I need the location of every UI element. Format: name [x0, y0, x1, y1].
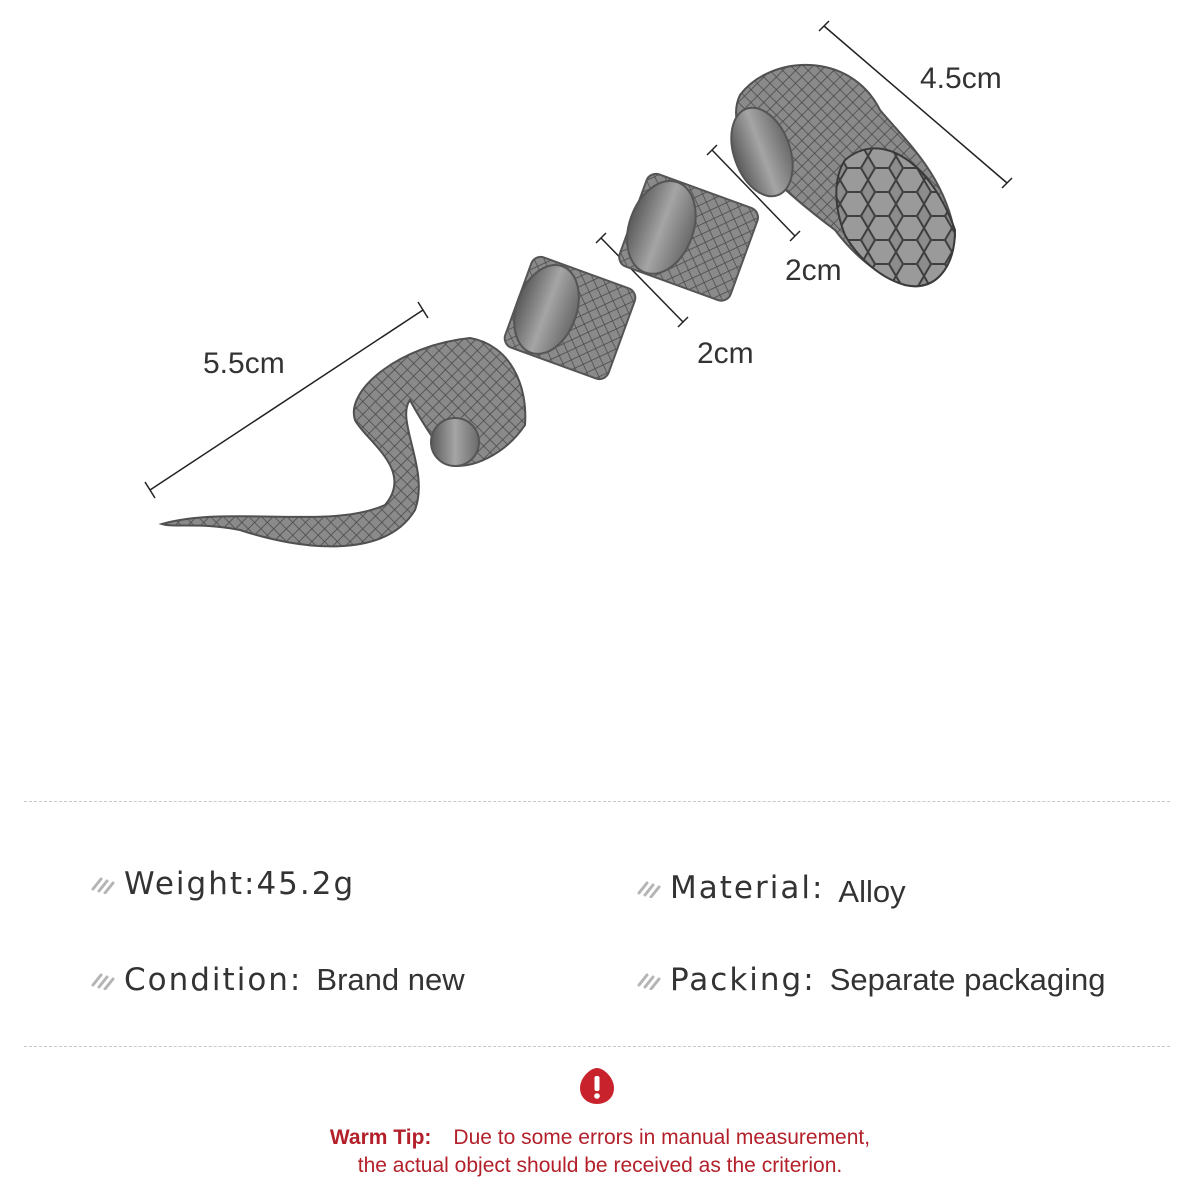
double-slash-icon: [90, 970, 116, 990]
spec-material: [636, 866, 906, 910]
spec-packing-label: Packing:: [670, 962, 816, 998]
divider-bottom: [24, 1046, 1170, 1047]
warning-icon: [578, 1066, 616, 1106]
double-slash-icon: [636, 970, 662, 990]
spec-condition-label: Condition:: [124, 962, 303, 998]
spec-packing: [636, 962, 1105, 998]
spec-weight-value: 45.2g: [256, 866, 356, 902]
spec-weight: [90, 866, 355, 902]
dimension-label-head: 4.5cm: [920, 62, 1002, 95]
spec-condition-value: Brand new: [316, 962, 465, 997]
spec-packing-value: Separate packaging: [829, 962, 1106, 997]
spec-material-value: Alloy: [838, 874, 906, 909]
spec-material-label: Material:: [670, 870, 825, 906]
band-ring-2: [615, 170, 761, 303]
divider-top: [24, 801, 1170, 802]
spec-weight-label: Weight:: [124, 866, 257, 902]
warm-tip-text-1: Due to some errors in manual measurement,: [453, 1126, 871, 1149]
spec-condition: [90, 962, 465, 998]
warm-tip-title: Warm Tip:: [329, 1126, 432, 1149]
dimension-label-band-1: 2cm: [697, 337, 754, 370]
band-ring-1: [502, 254, 638, 382]
dimension-label-tail: 5.5cm: [203, 347, 285, 380]
dimension-label-band-2: 2cm: [785, 254, 842, 287]
double-slash-icon: [636, 878, 662, 898]
double-slash-icon: [90, 874, 116, 894]
warm-tip-line-2: the actual object should be received as the criterion.: [357, 1154, 843, 1177]
warm-tip-line-1: [0, 1126, 1200, 1150]
